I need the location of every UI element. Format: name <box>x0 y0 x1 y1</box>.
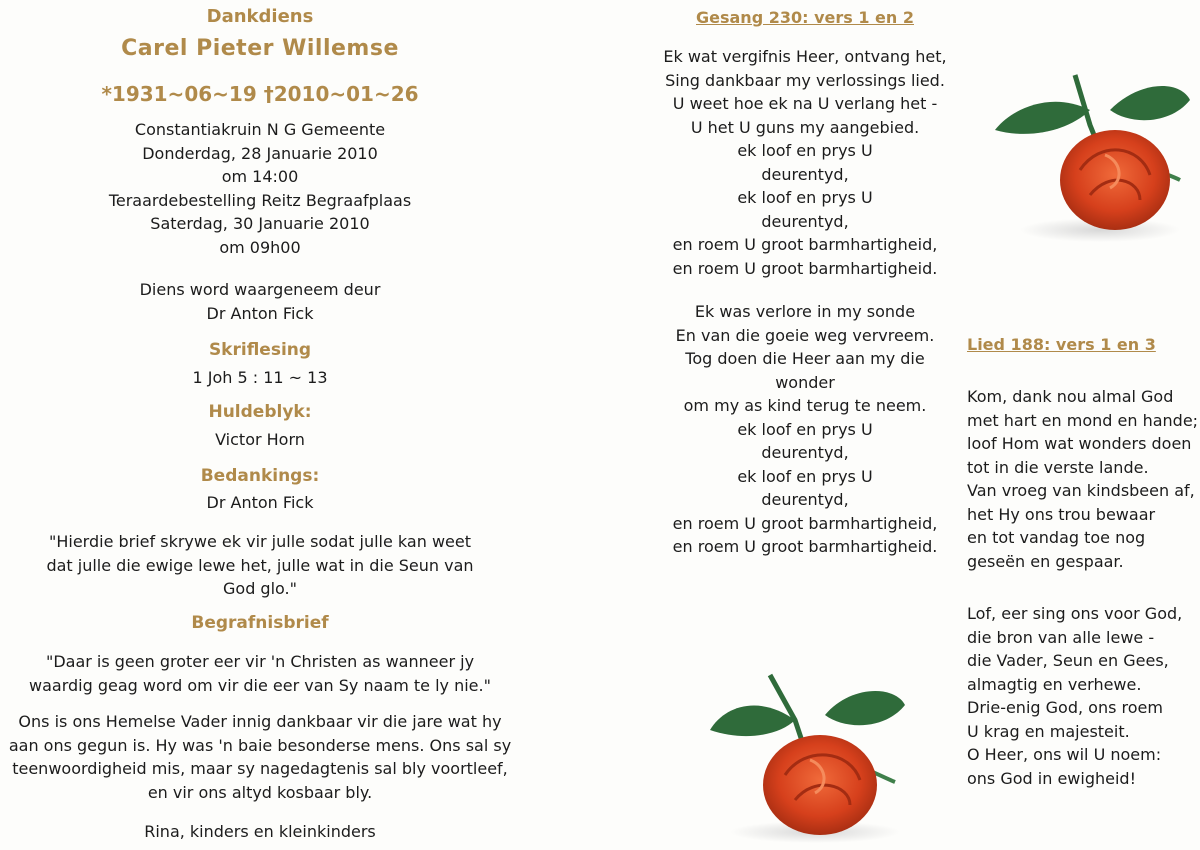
verse-line: Drie-enig God, ons roem <box>967 698 1163 717</box>
begrafnisbrief-heading: Begrafnisbrief <box>191 613 329 633</box>
verse-line: geseën en gespaar. <box>967 551 1124 571</box>
info-line: om 09h00 <box>219 237 301 257</box>
quote-line: dat julle die ewige lewe het, julle wat in die Seun van <box>46 555 474 575</box>
verse-line: en roem U groot barmhartigheid, <box>672 235 938 254</box>
verse-line: en tot vandag toe nog <box>967 528 1146 547</box>
verse-line: Van vroeg van kindsbeen af, <box>967 481 1195 500</box>
officiant-line: Dr Anton Fick <box>206 303 314 323</box>
verse-line: ek loof en prys U <box>737 141 873 160</box>
verse-line: Tog doen die Heer aan my die <box>685 349 925 368</box>
service-info <box>0 118 520 259</box>
huldeblyk-text: Victor Horn <box>215 430 305 449</box>
officiant <box>0 278 520 325</box>
skriflesing-text: 1 Joh 5 : 11 ~ 13 <box>192 368 328 387</box>
gesang-heading: Gesang 230: vers 1 en 2 <box>696 8 914 27</box>
info-line: Saterdag, 30 Januarie 2010 <box>150 214 370 233</box>
verse-line: deurentyd, <box>761 211 849 231</box>
verse-line: Kom, dank nou almal God <box>967 387 1174 406</box>
verse-line: U het U guns my aangebied. <box>690 117 920 137</box>
verse-line: U krag en majesteit. <box>967 721 1130 741</box>
body-line: en vir ons altyd kosbaar bly. <box>147 782 373 802</box>
verse-line: om my as kind terug te neem. <box>683 396 927 415</box>
verse-line: ek loof en prys U <box>737 188 873 207</box>
verse-line: ek loof en prys U <box>737 466 873 486</box>
quote-line: "Hierdie brief skrywe ek vir julle sodat julle kan weet <box>48 532 471 551</box>
gesang-verse-1 <box>640 45 970 280</box>
huldeblyk-heading: Huldeblyk: <box>208 402 312 422</box>
lied-heading: Lied 188: vers 1 en 3 <box>967 335 1156 354</box>
verse-line: deurentyd, <box>761 164 849 184</box>
quote-line: waardig geag word om vir die eer van Sy naam te ly nie." <box>29 675 491 695</box>
info-line: Constantiakruin N G Gemeente <box>134 120 386 139</box>
verse-line: loof Hom wat wonders doen <box>967 434 1192 453</box>
info-line: om 14:00 <box>221 167 299 186</box>
bedankings-text: Dr Anton Fick <box>206 493 314 512</box>
verse-line: die Vader, Seun en Gees, <box>967 651 1169 670</box>
body-line: Ons is ons Hemelse Vader innig dankbaar vir die jare wat hy <box>18 712 502 731</box>
verse-line: deurentyd, <box>761 443 849 462</box>
life-dates: *1931~06~19 †2010~01~26 <box>101 82 419 106</box>
body-line: teenwoordigheid mis, maar sy nagedagtenis sal bly voortleef, <box>12 759 508 778</box>
verse-line: en roem U groot barmhartigheid. <box>672 537 938 556</box>
body-line: aan ons gegun is. Hy was 'n baie besonderse mens. Ons sal sy <box>8 735 512 755</box>
service-title: Dankdiens <box>206 6 314 27</box>
verse-line: deurentyd, <box>761 490 849 509</box>
verse-line: almagtig en verhewe. <box>967 674 1142 694</box>
info-line: Teraardebestelling Reitz Begraafplaas <box>108 190 412 210</box>
deceased-name: Carel Pieter Willemse <box>121 36 399 61</box>
verse-line: O Heer, ons wil U noem: <box>967 745 1162 764</box>
gesang-verse-2 <box>640 300 970 559</box>
verse-line: wonder <box>775 372 835 392</box>
skriflesing-heading: Skriflesing <box>208 340 312 360</box>
verse-line: Lof, eer sing ons voor God, <box>967 604 1183 623</box>
letter-quote <box>10 650 510 697</box>
bedankings-heading: Bedankings: <box>200 466 320 486</box>
verse-line: U weet hoe ek na U verlang het - <box>672 94 938 113</box>
rose-image <box>700 670 910 845</box>
verse-line: ons God in ewigheid! <box>967 768 1136 788</box>
rose-image <box>990 70 1195 245</box>
lied-verse-2 <box>967 602 1200 790</box>
lied-verse-1 <box>967 385 1200 573</box>
letter-body <box>0 710 520 804</box>
officiant-line: Diens word waargeneem deur <box>139 280 381 299</box>
verse-line: met hart en mond en hande; <box>967 410 1199 430</box>
verse-line: Sing dankbaar my verlossings lied. <box>665 70 945 90</box>
verse-line: ek loof en prys U <box>737 419 873 439</box>
verse-line: en roem U groot barmhartigheid, <box>672 513 938 533</box>
verse-line: Ek wat vergifnis Heer, ontvang het, <box>663 47 947 66</box>
verse-line: tot in die verste lande. <box>967 457 1149 477</box>
quote-line: God glo." <box>223 579 297 598</box>
info-line: Donderdag, 28 Januarie 2010 <box>142 143 378 163</box>
signature: Rina, kinders en kleinkinders <box>144 822 376 841</box>
verse-line: En van die goeie weg vervreem. <box>675 325 935 345</box>
verse-line: het Hy ons trou bewaar <box>967 504 1156 524</box>
verse-line: die bron van alle lewe - <box>967 627 1155 647</box>
scripture-quote <box>10 530 510 601</box>
verse-line: Ek was verlore in my sonde <box>694 302 916 321</box>
quote-line: "Daar is geen groter eer vir 'n Christen as wanneer jy <box>45 652 475 671</box>
verse-line: en roem U groot barmhartigheid. <box>672 258 938 278</box>
